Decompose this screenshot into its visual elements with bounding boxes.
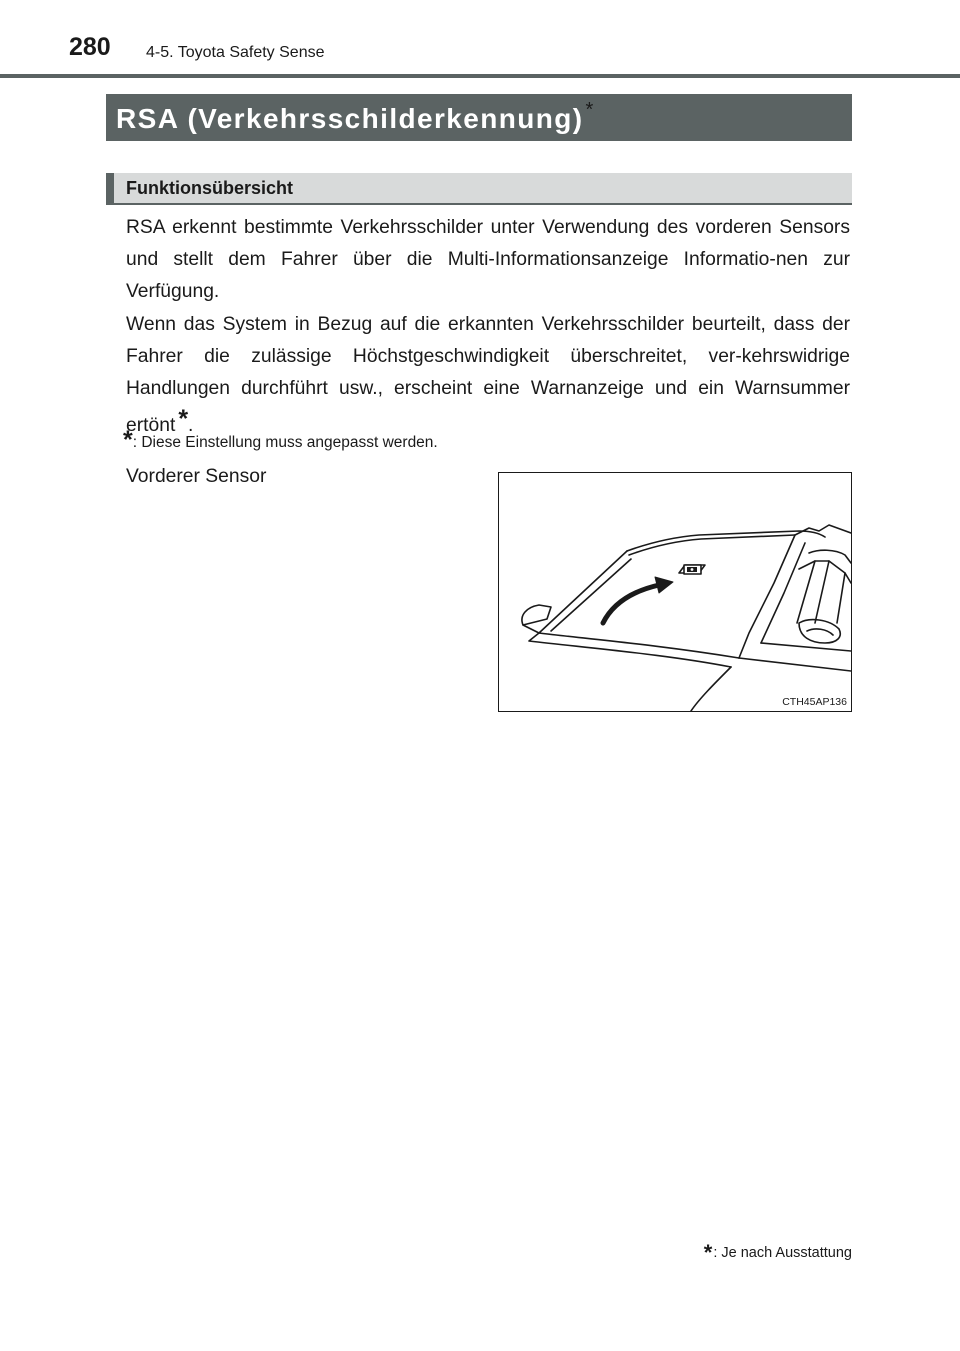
settings-note <box>123 426 438 455</box>
paragraph-2-asterisk: * <box>178 405 189 434</box>
note-asterisk: * <box>123 426 133 454</box>
header-divider <box>0 74 960 78</box>
title-bar <box>106 94 852 141</box>
sensor-label: Vorderer Sensor <box>126 466 267 487</box>
paragraph-2-period: . <box>188 415 194 437</box>
figure-code: CTH45AP136 <box>782 696 847 708</box>
title-equipment-mark: * <box>585 99 594 121</box>
running-head: 4-5. Toyota Safety Sense <box>146 44 325 61</box>
sensor-unit-icon <box>679 565 705 574</box>
body-paragraph-1: RSA erkennt bestimmte Verkehrsschilder unter Verwendung des vorderen Sensors und stellt dem Fahrer über die Multi-Informationsanzeige Informatio-nen zur Verfügung. <box>126 217 850 302</box>
front-sensor-illustration <box>498 472 852 712</box>
body-paragraph-2-text: Wenn das System in Bezug auf die erkannten Verkehrsschilder beurteilt, dass der Fahrer die zulässige Höchstgeschwindigkeit überschreitet, ver-kehrswidrige Handlungen durchführt usw., erscheint eine Warnanzeige und ein Warnsummer ertönt <box>126 314 850 437</box>
section-bar <box>106 173 852 205</box>
page-number: 280 <box>69 33 111 61</box>
equipment-footnote <box>704 1240 852 1266</box>
arrow-pointer-icon <box>603 577 673 623</box>
car-windshield-drawing <box>499 473 851 711</box>
footnote-asterisk: * <box>703 1240 713 1265</box>
page-title: RSA (Verkehrsschilderkennung) <box>116 103 584 134</box>
footnote-text: : Je nach Ausstattung <box>713 1245 852 1261</box>
note-text: : Diese Einstellung muss angepasst werden. <box>132 434 438 451</box>
body-paragraph-2 <box>126 309 850 442</box>
section-heading: Funktionsübersicht <box>126 178 294 198</box>
